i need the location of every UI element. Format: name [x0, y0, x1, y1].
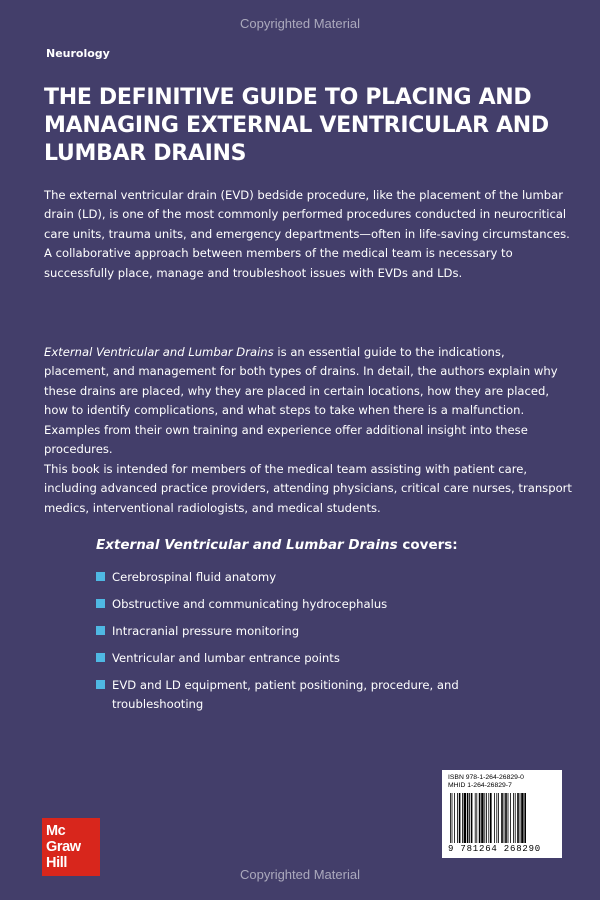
barcode-bar — [476, 793, 477, 843]
list-item — [96, 595, 516, 614]
barcode-bar — [494, 793, 495, 843]
isbn-number: ISBN 978-1-264-26829-0 — [448, 774, 524, 781]
barcode-bar — [459, 793, 461, 843]
list-item — [96, 568, 516, 587]
barcode-bar — [498, 793, 499, 843]
square-bullet-icon — [96, 626, 105, 635]
list-item-text: Obstructive and communicating hydrocephalus — [112, 597, 388, 611]
paragraph-2-text: is an essential guide to the indications, placement, and management for both types of drains. In detail, the authors explain why these drains are placed, why they are placed in certain locations, how they are placed, how to identify complications, and what steps to take when there is a malfunction. Examples from their own training and experience offer additional insight into these procedures. — [44, 345, 558, 457]
logo-line-2: Graw — [46, 839, 81, 855]
barcode-bar — [450, 793, 451, 843]
square-bullet-icon — [96, 680, 105, 689]
covers-list — [96, 568, 516, 722]
list-item-text: EVD and LD equipment, patient positioning, procedure, and troubleshooting — [112, 678, 459, 711]
logo-line-1: Mc — [46, 823, 66, 839]
square-bullet-icon — [96, 653, 105, 662]
covers-heading — [96, 537, 458, 553]
list-item-text: Intracranial pressure monitoring — [112, 624, 300, 638]
barcode-digits: 9 781264 268290 — [448, 844, 542, 854]
list-item — [96, 676, 516, 714]
barcode-bar — [481, 793, 483, 843]
barcode-bar — [521, 793, 523, 843]
logo-line-3: Hill — [46, 855, 67, 871]
headline: THE DEFINITIVE GUIDE TO PLACING AND MANAGING EXTERNAL VENTRICULAR AND LUMBAR DRAINS — [44, 85, 549, 166]
mhid-number: MHID 1-264-26829-7 — [448, 782, 512, 789]
barcode-bar — [452, 793, 453, 843]
barcode-bar — [504, 793, 505, 843]
barcode-bar — [490, 793, 492, 843]
barcode-bar — [508, 793, 509, 843]
barcode-bar — [486, 793, 487, 843]
barcode-bar — [457, 793, 458, 843]
list-item — [96, 649, 516, 668]
list-item-text: Ventricular and lumbar entrance points — [112, 651, 340, 665]
barcode-bar — [524, 793, 526, 843]
barcode-bar — [520, 793, 521, 843]
list-item — [96, 622, 516, 641]
barcode-bar — [454, 793, 455, 843]
barcode-bar — [513, 793, 514, 843]
barcode-bar — [462, 793, 463, 843]
barcode-panel — [442, 770, 562, 858]
barcode-bar — [488, 793, 489, 843]
barcode-bar — [515, 793, 516, 843]
book-title-italic: External Ventricular and Lumbar Drains — [44, 345, 274, 359]
covers-book-title: External Ventricular and Lumbar Drains — [96, 537, 398, 553]
barcode-bar — [464, 793, 466, 843]
barcode-bar — [471, 793, 473, 843]
square-bullet-icon — [96, 572, 105, 581]
list-item-text: Cerebrospinal fluid anatomy — [112, 570, 277, 584]
barcode-icon — [448, 793, 556, 843]
barcode-bar — [505, 793, 507, 843]
category-label: Neurology — [46, 47, 110, 60]
barcode-bar — [496, 793, 497, 843]
barcode-bar — [484, 793, 485, 843]
barcode-bar — [517, 793, 519, 843]
barcode-bar — [469, 793, 470, 843]
barcode-bar — [475, 793, 476, 843]
square-bullet-icon — [96, 599, 105, 608]
barcode-bar — [479, 793, 481, 843]
description-paragraph-2 — [44, 343, 572, 459]
copyright-watermark-bottom: Copyrighted Material — [240, 867, 360, 882]
barcode-bar — [467, 793, 469, 843]
description-paragraph-1: The external ventricular drain (EVD) bedside procedure, like the placement of the lumbar drain (LD), is one of the most commonly performed procedures conducted in neurocritical care units, trauma units, and emergency departments—often in life-saving circumstances. A collaborative approach between members of the medical team is necessary to successfully place, manage and troubleshoot issues with EVDs and LDs. — [44, 188, 570, 280]
copyright-watermark-top: Copyrighted Material — [240, 16, 360, 31]
description-paragraph-3: This book is intended for members of the medical team assisting with patient care, including advanced practice providers, attending physicians, critical care nurses, transport medics, interventional radiologists, and medical students. — [44, 462, 572, 515]
covers-suffix: covers: — [397, 537, 458, 553]
barcode-bar — [501, 793, 503, 843]
barcode-bar — [510, 793, 511, 843]
